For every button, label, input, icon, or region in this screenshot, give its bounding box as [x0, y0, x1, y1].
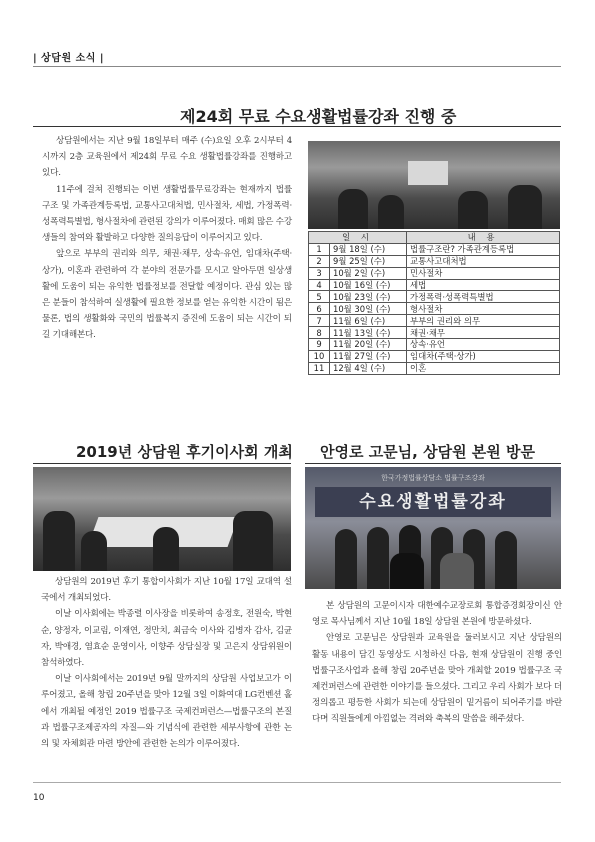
article2-paragraph: 이날 이사회에는 박종렬 이사장을 비롯하여 송정호, 전원숙, 박현순, 양정자, 이교림, 이재연, 정만치, 최금숙 이사와 김병자 감사, 김균자, 박애경, 염효순 운영이사, 이향주 상담실장 및 고은지 상담위원이 참석하였다.	[41, 609, 292, 669]
page-number: 10	[33, 793, 45, 803]
article3-paragraph: 안영로 고문님은 상담원과 교육원을 둘러보시고 지난 상담원의 활동 내용이 담긴 동영상도 시청하신 다음, 현재 상담원이 진행 중인 법률구조사업과 올해 창립 20주년을 맞아 개최할 2019 법률구조 국제컨퍼런스에 관련한 이야기를 들으셨다. 그리고 우리 사회가 보다 더 정의롭고 평등한 사회가 되는데 상담원이 밑거름이 되어주기를 바란다며 직원들에게 아낌없는 격려와 축복의 말씀을 해주셨다.	[312, 633, 562, 725]
column-header-content: 내 용	[407, 232, 560, 244]
column-header-date: 일 시	[309, 232, 407, 244]
lecture-schedule-table	[308, 231, 560, 375]
article3-title-divider	[305, 463, 561, 464]
table-row	[309, 362, 560, 374]
article2-body	[41, 574, 292, 752]
footer-divider	[33, 782, 561, 783]
header-divider	[33, 66, 561, 67]
article3-body	[312, 598, 562, 728]
article3-title: 안영로 고문님, 상담원 본원 방문	[320, 443, 535, 461]
article1-paragraph: 11주에 걸쳐 진행되는 이번 생활법률무료강좌는 현재까지 법률구조 및 가족관계등록법, 교통사고대처법, 민사절차, 세법, 가정폭력·성폭력특별법, 형사절차에 관련된 강의가 이루어졌다. 매회 많은 수강생들의 참여와 활발하고 다양한 질의응답이 이루어지고 있다.	[42, 184, 292, 244]
table-row	[309, 350, 560, 362]
table-row	[309, 339, 560, 351]
row-topic: 부부의 권리와 의무	[407, 315, 560, 327]
article2-paragraph: 이날 이사회에서는 2019년 9월 말까지의 상담원 사업보고가 이루어졌고, 올해 창립 20주년을 맞아 12월 3일 이화여대 LG컨벤션 홀에서 개최될 예정인 2019 법률구조 국제컨퍼런스—법률구조의 본질과 법률구조제공자의 자질—와 기념식에 관련한 세부사항에 관한 논의 및 자체회관 마련 방안에 관련한 논의가 이루어졌다.	[41, 674, 292, 750]
row-number: 8	[309, 327, 330, 339]
row-topic: 이혼	[407, 362, 560, 374]
row-topic: 상속·유언	[407, 339, 560, 351]
board-meeting-photo	[33, 467, 291, 571]
row-date: 10월 23일 (수)	[330, 291, 407, 303]
row-number: 6	[309, 303, 330, 315]
table-row	[309, 279, 560, 291]
row-date: 9월 25일 (수)	[330, 255, 407, 267]
row-topic: 세법	[407, 279, 560, 291]
table-row	[309, 303, 560, 315]
banner-subtitle: 한국가정법률상담소 법률구조강좌	[381, 474, 485, 482]
banner-text: 수요생활법률강좌	[315, 487, 551, 517]
article2-title: 2019년 상담원 후기이사회 개최	[76, 443, 293, 461]
article2-paragraph: 상담원의 2019년 후기 통합이사회가 지난 10월 17일 교대역 설국에서 개최되었다.	[41, 577, 292, 604]
article1-title-divider	[33, 126, 561, 127]
section-label: | 상담원 소식 |	[33, 53, 105, 64]
article1-title: 제24회 무료 수요생활법률강좌 진행 중	[180, 107, 457, 126]
row-topic: 민사절차	[407, 267, 560, 279]
table-row	[309, 267, 560, 279]
row-number: 5	[309, 291, 330, 303]
row-date: 9월 18일 (수)	[330, 243, 407, 255]
row-topic: 법률구조란? 가족관계등록법	[407, 243, 560, 255]
table-row	[309, 255, 560, 267]
row-date: 11월 27일 (수)	[330, 350, 407, 362]
article1-paragraph: 상담원에서는 지난 9월 18일부터 매주 (수)요일 오후 2시부터 4시까지 2층 교육원에서 제24회 무료 수요 생활법률강좌를 진행하고 있다.	[42, 136, 292, 179]
article1-body	[42, 133, 292, 344]
row-date: 10월 16일 (수)	[330, 279, 407, 291]
row-number: 9	[309, 339, 330, 351]
visit-group-photo	[305, 467, 561, 589]
table-header-row	[309, 232, 560, 244]
row-number: 3	[309, 267, 330, 279]
article2-title-divider	[33, 463, 291, 464]
row-date: 12월 4일 (수)	[330, 362, 407, 374]
table-row	[309, 327, 560, 339]
row-topic: 임대차(주택·상가)	[407, 350, 560, 362]
article1-paragraph: 앞으로 부부의 권리와 의무, 채권·채무, 상속·유언, 임대차(주택·상가), 이혼과 관련하여 각 분야의 전문가를 모시고 알아두면 일상생활에 도움이 되는 유익한 법률정보를 전달할 예정이다. 관심 있는 많은 분들이 참석하여 실생활에 필요한 정보를 얻는 유익한 시간이 됨은 물론, 법의 생활화와 국민의 법률복지 증진에 도움이 되는 시간이 되길 기대해본다.	[42, 249, 292, 341]
row-number: 7	[309, 315, 330, 327]
row-number: 2	[309, 255, 330, 267]
row-number: 4	[309, 279, 330, 291]
row-topic: 채권·채무	[407, 327, 560, 339]
table-row	[309, 291, 560, 303]
row-number: 1	[309, 243, 330, 255]
article3-paragraph: 본 상담원의 고문이시자 대한예수교장로회 통합증경회장이신 안영로 목사님께서 지난 10월 18일 상담원 본원에 방문하셨다.	[312, 601, 562, 628]
table-row	[309, 315, 560, 327]
row-topic: 교통사고대처법	[407, 255, 560, 267]
lecture-photo	[308, 141, 560, 229]
row-date: 10월 2일 (수)	[330, 267, 407, 279]
row-date: 11월 6일 (수)	[330, 315, 407, 327]
row-topic: 형사절차	[407, 303, 560, 315]
row-number: 10	[309, 350, 330, 362]
row-date: 11월 13일 (수)	[330, 327, 407, 339]
table-row	[309, 243, 560, 255]
row-date: 10월 30일 (수)	[330, 303, 407, 315]
row-topic: 가정폭력·성폭력특별법	[407, 291, 560, 303]
row-date: 11월 20일 (수)	[330, 339, 407, 351]
row-number: 11	[309, 362, 330, 374]
